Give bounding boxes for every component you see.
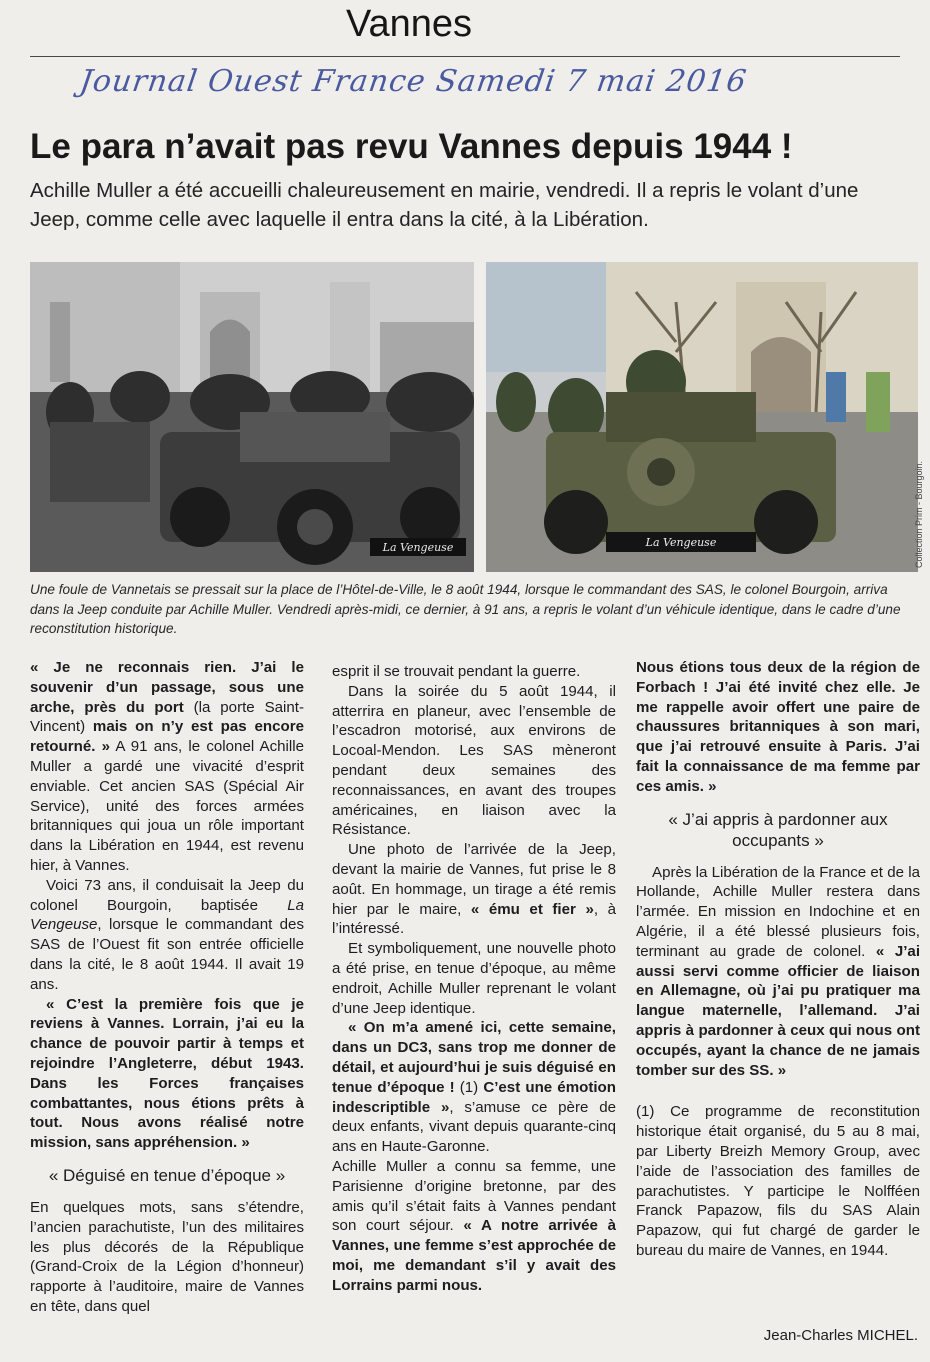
article-column-2 <box>332 662 616 1296</box>
subheading: « J’ai appris à pardonner aux occupants » <box>668 809 888 850</box>
paragraph: Une photo de l’arrivée de la Jeep, devant la mairie de Vannes, fut prise le 8 août. En hommage, un tirage a été remis hier par le maire, « ému et fier », à l’intéressé. <box>332 841 616 938</box>
photo-caption: Une foule de Vannetais se pressait sur la place de l’Hôtel-de-Ville, le 8 août 1944, lorsque le commandant des SAS, le colonel Bourgoin, arriva dans la Jeep conduite par Achille Muller. Vendredi après-midi, ce dernier, à 91 ans, a repris le volant d’un véhicule identique, dans le cadre d’une reconstitution historique. <box>30 582 901 636</box>
paragraph <box>30 995 304 1153</box>
quote-text: C’est une émotion indescriptible » <box>332 1078 616 1116</box>
jeep-plate-right: La Vengeuse <box>645 536 717 549</box>
paragraph: esprit il se trouvait pendant la guerre. <box>332 663 581 680</box>
quote-text: « J’ai aussi servi comme officier de liaison en Allemagne, où j’ai pu pratiquer ma langue maternelle, l’allemand. J’ai appris à pardonner à ceux qui nous ont occupés, ayant la chance de ne jamais tomber sur des SS. » <box>636 942 921 1079</box>
quote-text: Nous étions tous deux de la région de Forbach ! J’ai été invité chez elle. Je me rappelle avoir offert une paire de chaussures britanniques à son mari, que j’ai retrouvé ensuite à Paris. J’ai fait la connaissance de ma femme par ces amis. » <box>636 659 920 795</box>
subheading: « Déguisé en tenue d’époque » <box>48 1165 286 1185</box>
article-column-1 <box>30 658 304 1317</box>
subheadline: Achille Muller a été accueilli chaleureusement en mairie, vendredi. Il a repris le volant d’une Jeep, comme celle avec laquelle il entra dans la cité, à la Libération. <box>30 179 859 231</box>
quote-text: « ému et fier » <box>470 900 594 918</box>
paragraph: Dans la soirée du 5 août 1944, il atterrira en planeur, avec l’ensemble de l’escadron motorisé, aux environs de Locoal-Mendon. Les SAS mèneront pendant deux semaines des reconnaissances, en avant des troupes américaines, en liaison avec la Résistance. <box>332 682 616 839</box>
footnote: (1) Ce programme de reconstitution historique était organisé, du 5 au 8 mai, par Liberty Breizh Memory Group, avec l’aide de l’association des familles de parachutistes. Y participe le Nolfféen Franck Papazow, fils du SAS Alain Papazow, qui fut chargé de garder le bureau du maire de Vannes, en 1944. <box>636 1103 920 1259</box>
quote-text: « A notre arrivée à Vannes, une femme s’est approchée de moi, me demandant s’il y avait des Lorrains parmi nous. <box>332 1217 616 1294</box>
article-column-3 <box>636 658 920 1261</box>
headline: Le para n’avait pas revu Vannes depuis 1944 ! <box>30 127 793 166</box>
section-title: Vannes <box>345 3 473 45</box>
quote-text: « On m’a amené ici, cette semaine, dans un DC3, sans trop me donner de détail, et aujourd’hui je suis déguisé en tenue d’époque ! <box>332 1019 616 1096</box>
paragraph: En quelques mots, sans s’étendre, l’ancien parachutiste, l’un des militaires les plus décorés de la République (Grand-Croix de la Légion d’honneur) rapporte à l’auditoire, maire de Vannes en tête, dans quel <box>30 1198 304 1315</box>
quote-text: « Je ne reconnais rien. J’ai le souvenir d’un passage, sous une arche, près du port <box>30 659 304 716</box>
photo-2016 <box>486 262 918 572</box>
paragraph: Et symboliquement, une nouvelle photo a été prise, en tenue d’époque, au même endroit, Achille Muller reprenant le volant d’une Jeep identique. <box>332 940 616 1017</box>
paragraph: Après la Libération de la France et de la Hollande, Achille Muller restera dans l’armée. En mission en Indochine et en Algérie, il a été blessé plusieurs fois, terminant au grade de colonel. « J’ai aussi servi comme officier de liaison en Allemagne, où j’ai pu pratiquer ma langue maternelle, l’allemand. J’ai appris à pardonner à ceux qui nous ont occupés, ayant la chance de ne jamais tomber sur des SS. » <box>636 863 921 1079</box>
jeep-plate-left: La Vengeuse <box>382 541 454 554</box>
author-signature: Jean-Charles MICHEL. <box>763 1327 918 1344</box>
handwritten-annotation: Journal Ouest France Samedi 7 mai 2016 <box>77 64 750 99</box>
quote-text: mais on n’y est pas encore retourné. » <box>30 718 304 756</box>
photo-1944 <box>30 262 474 572</box>
paragraph: Voici 73 ans, il conduisait la Jeep du colonel Bourgoin, baptisée La Vengeuse, lorsque le commandant des SAS de l’Ouest fit son entrée officielle dans la cité, le 8 août 1944. Il avait 19 ans. <box>30 876 304 993</box>
paragraph: Achille Muller a connu sa femme, une Parisienne d’origine bretonne, par des amis qu’il s’était faits à Vannes pendant son court séjour. « A notre arrivée à Vannes, une femme s’est approchée de moi, me demandant s’il y avait des Lorrains parmi nous. <box>332 1157 616 1294</box>
quote-text: « C’est la première fois que je reviens à Vannes. Lorrain, j’ai eu la chance de pouvoir partir à temps et rejoindre l’Angleterre, début 1943. Dans les Forces françaises combattantes, nous étions prêts à tout. Nous avons réalisé notre mission, sans appréhension. » <box>30 995 304 1152</box>
jeep-name: La Vengeuse <box>30 896 304 934</box>
photo-credit: Collection Prim - Bourgoin. <box>914 460 924 568</box>
paragraph: « On m’a amené ici, cette semaine, dans un DC3, sans trop me donner de détail, et aujourd’hui je suis déguisé en tenue d’époque ! (1) C’est une émotion indescriptible », s’amuse ce père de deux enfants, vivant depuis quarante-cinq ans en Haute-Garonne. <box>332 1019 616 1156</box>
section-rule <box>30 56 900 57</box>
paragraph: « Je ne reconnais rien. J’ai le souvenir d’un passage, sous une arche, près du port (la porte Saint-Vincent) mais on n’y est pas encore retourné. » A 91 ans, le colonel Achille Muller a gardé une vivacité d’esprit enviable. Cet ancien SAS (Spécial Air Service), unité des forces armées britanniques qui joua un rôle important dans la Libération en 1944, est revenu hier, à Vannes. <box>30 659 304 874</box>
paragraph <box>636 658 920 797</box>
